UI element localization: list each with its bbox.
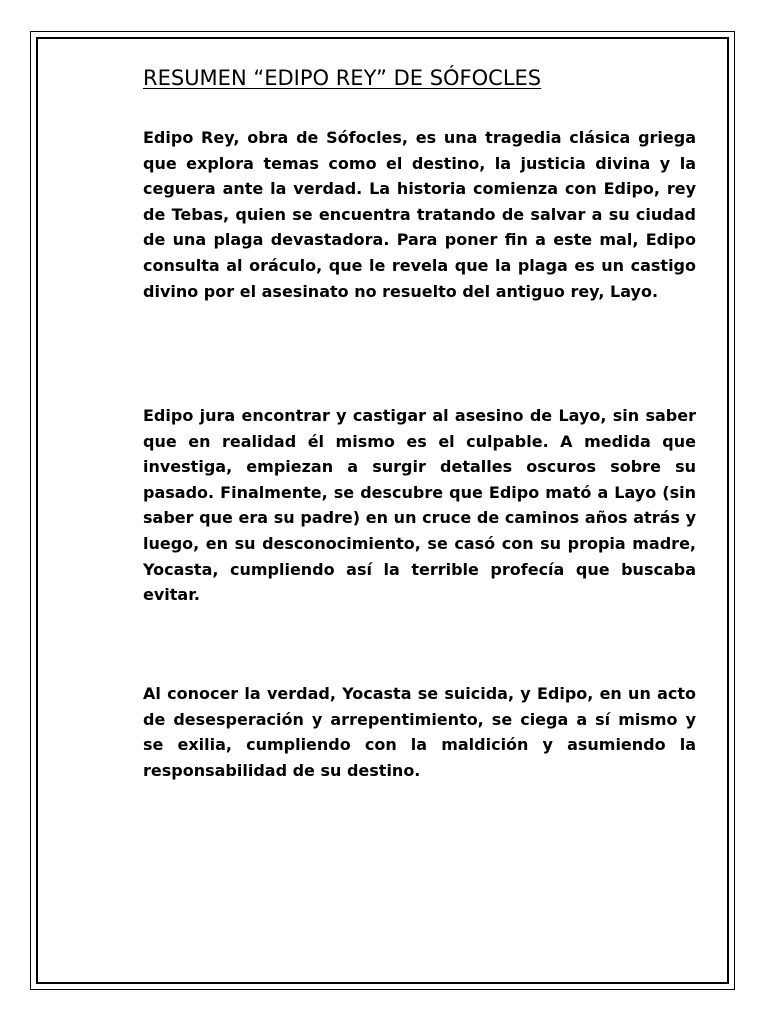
document-title: RESUMEN “EDIPO REY” DE SÓFOCLES — [143, 66, 542, 90]
paragraph-3: Al conocer la verdad, Yocasta se suicida, y Edipo, en un acto de desesperación y arrepentimiento, se ciega a sí mismo y se exilia, cumpliendo con la maldición y asumiendo la responsabilidad de su destino. — [143, 684, 696, 780]
paragraph-1: Edipo Rey, obra de Sófocles, es una tragedia clásica griega que explora temas como el destino, la justicia divina y la ceguera ante la verdad. La historia comienza con Edipo, rey de Tebas, quien se encuentra tratando de salvar a su ciudad de una plaga devastadora. Para poner fin a este mal, Edipo consulta al oráculo, que le revela que la plaga es un castigo divino por el asesinato no resuelto del antiguo rey, Layo. — [143, 128, 696, 301]
paragraph-2: Edipo jura encontrar y castigar al asesino de Layo, sin saber que en realidad él mismo es el culpable. A medida que investiga, empiezan a surgir detalles oscuros sobre su pasado. Finalmente, se descubre que Edipo mató a Layo (sin saber que era su padre) en un cruce de caminos años atrás y luego, en su desconocimiento, se casó con su propia madre, Yocasta, cumpliendo así la terrible profecía que buscaba evitar. — [143, 406, 696, 605]
